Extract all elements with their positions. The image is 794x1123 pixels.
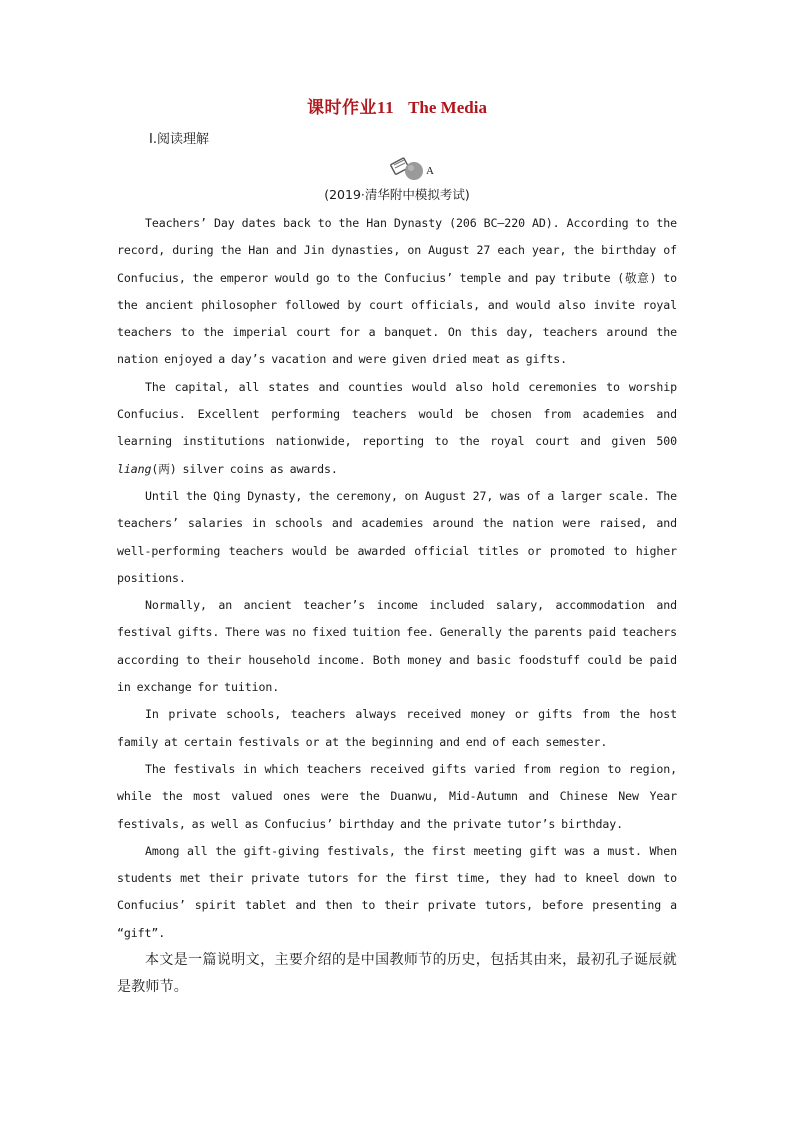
passage-paragraph: Until the Qing Dynasty, the ceremony, on August 27, was of a larger scale. The teachers’ salaries in schools and academies around the nation were raised, and well-performing teachers would be awarded official titles or promoted to higher positions.	[117, 488, 677, 585]
page-title	[117, 96, 677, 120]
passage-paragraph: The festivals in which teachers received gifts varied from region to region, while the most valued ones were the Duanwu, Mid-Autumn and Chinese New Year festivals, as well as Confucius’ birthday and the private tutor’s birthday.	[117, 761, 677, 831]
passage-summary: 本文是一篇说明文，主要介绍的是中国教师节的历史，包括其由来，最初孔子诞辰就是教师节。	[117, 952, 677, 996]
paragraph-text: (两) silver coins as awards.	[151, 461, 338, 476]
passage-marker-icon	[389, 156, 425, 182]
passage-body	[117, 210, 677, 1001]
passage-paragraph: In private schools, teachers always received money or gifts from the host family at certain festivals or at the beginning and end of each semester.	[117, 707, 677, 749]
passage-marker	[117, 154, 677, 184]
title-english: The Media	[408, 98, 487, 117]
passage-paragraph: Among all the gift-giving festivals, the first meeting gift was a must. When students met their private tutors for the first time, they had to kneel down to Confucius’ spirit tablet and then to their private tutors, before presenting a “gift”.	[117, 843, 677, 940]
italic-term: liang	[117, 461, 152, 476]
passage-letter: A	[426, 165, 434, 177]
title-chinese: 课时作业11	[307, 98, 395, 117]
worksheet-page	[117, 96, 677, 1001]
passage-source: (2019·清华附中模拟考试)	[324, 187, 470, 202]
passage-paragraph	[117, 374, 677, 483]
passage-paragraph: Normally, an ancient teacher’s income included salary, accommodation and festival gifts. There was no fixed tuition fee. Generally the parents paid teachers according to their household income. Both money and basic foodstuff could be paid in exchange for tuition.	[117, 598, 677, 695]
paragraph-text: The capital, all states and counties would also hold ceremonies to worship Confucius. Excellent performing teachers would be chosen from academies and learning institutions nationwide, reporting to the royal court and given 500	[117, 379, 677, 449]
section-label: Ⅰ.阅读理解	[149, 132, 209, 147]
passage-paragraph: Teachers’ Day dates back to the Han Dynasty (206 BC—220 AD). According to the record, during the Han and Jin dynasties, on August 27 each year, the birthday of Confucius, the emperor would go to the Confucius’ temple and pay tribute (敬意) to the ancient philosopher followed by court officials, and would also invite royal teachers to the imperial court for a banquet. On this day, teachers around the nation enjoyed a day’s vacation and were given dried meat as gifts.	[117, 216, 677, 367]
